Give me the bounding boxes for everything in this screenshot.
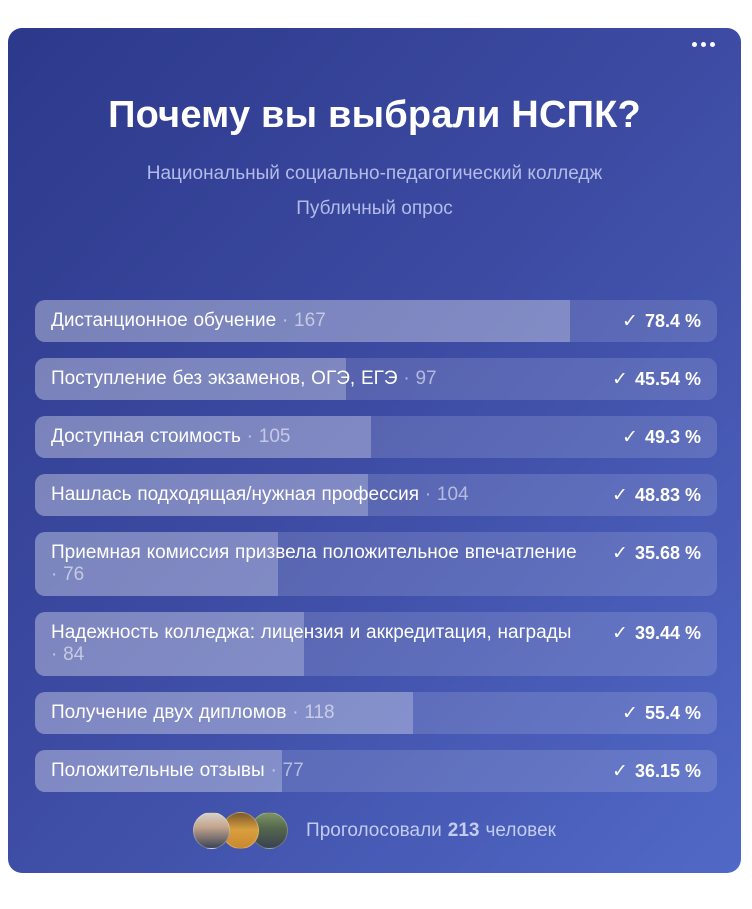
poll-author: Национальный социально-педагогический колледж <box>146 163 603 184</box>
poll-option-result <box>612 484 701 507</box>
more-icon <box>692 42 697 47</box>
poll-option-label: Поступление без экзаменов, ОГЭ, ЕГЭ <box>51 368 398 389</box>
poll-option-result <box>622 310 701 333</box>
voter-avatars[interactable] <box>193 812 288 849</box>
poll-option-percent: 78.4 % <box>644 311 701 331</box>
poll-option[interactable] <box>35 532 717 596</box>
poll-option-percent: 55.4 % <box>644 703 701 723</box>
poll-option[interactable] <box>35 612 717 676</box>
poll-option-result <box>622 426 701 449</box>
poll-option-label: Положительные отзывы <box>51 760 265 781</box>
voted-count: 213 <box>447 819 480 841</box>
poll-option[interactable] <box>35 474 717 516</box>
poll-option-votes: · 118 <box>292 702 335 723</box>
poll-option-result <box>622 702 701 725</box>
check-icon: ✓ <box>622 427 638 448</box>
poll-option-label: Нашлась подходящая/нужная профессия <box>51 484 420 505</box>
voters-summary[interactable] <box>8 812 741 849</box>
voter-avatar <box>193 812 230 849</box>
poll-option-votes: · 84 <box>51 644 85 665</box>
poll-option[interactable] <box>35 416 717 458</box>
check-icon: ✓ <box>612 761 628 782</box>
poll-card <box>8 28 741 873</box>
poll-type-label: Публичный опрос <box>296 198 453 219</box>
voted-count-text <box>306 820 556 842</box>
poll-option-votes: · 97 <box>403 368 437 389</box>
poll-option-percent: 35.68 % <box>634 543 701 563</box>
poll-option-label: Доступная стоимость <box>51 426 241 447</box>
poll-option-percent: 36.15 % <box>634 761 701 781</box>
poll-title: Почему вы выбрали НСПК? <box>108 94 641 136</box>
voted-suffix: человек <box>485 819 556 841</box>
poll-option-result <box>612 368 701 391</box>
poll-option[interactable] <box>35 692 717 734</box>
check-icon: ✓ <box>622 703 638 724</box>
more-icon <box>701 42 706 47</box>
check-icon: ✓ <box>622 311 638 332</box>
poll-option[interactable] <box>35 750 717 792</box>
poll-option-label: Получение двух дипломов <box>51 702 287 723</box>
poll-option[interactable] <box>35 300 717 342</box>
poll-option-percent: 49.3 % <box>644 427 701 447</box>
poll-option-percent: 45.54 % <box>634 369 701 389</box>
poll-option-votes: · 104 <box>424 484 469 505</box>
more-menu-button[interactable] <box>686 36 721 53</box>
poll-option[interactable] <box>35 358 717 400</box>
poll-options-list <box>35 300 717 792</box>
poll-option-result <box>612 760 701 783</box>
poll-option-votes: · 167 <box>281 310 326 331</box>
poll-option-result <box>612 622 701 645</box>
poll-option-votes: · 105 <box>246 426 291 447</box>
check-icon: ✓ <box>612 369 628 390</box>
check-icon: ✓ <box>612 543 628 564</box>
more-icon <box>710 42 715 47</box>
check-icon: ✓ <box>612 485 628 506</box>
poll-option-result <box>612 542 701 565</box>
poll-option-votes: · 76 <box>51 564 85 585</box>
poll-option-percent: 39.44 % <box>634 623 701 643</box>
poll-option-label: Дистанционное обучение <box>51 310 277 331</box>
poll-option-label: Приемная комиссия призвела положительное впечатление <box>51 542 577 563</box>
poll-option-label: Надежность колледжа: лицензия и аккредитация, награды <box>51 622 572 643</box>
voted-prefix: Проголосовали <box>306 819 442 841</box>
check-icon: ✓ <box>612 623 628 644</box>
poll-option-percent: 48.83 % <box>634 485 701 505</box>
poll-subtitle <box>8 156 741 226</box>
poll-option-votes: · 77 <box>270 760 304 781</box>
